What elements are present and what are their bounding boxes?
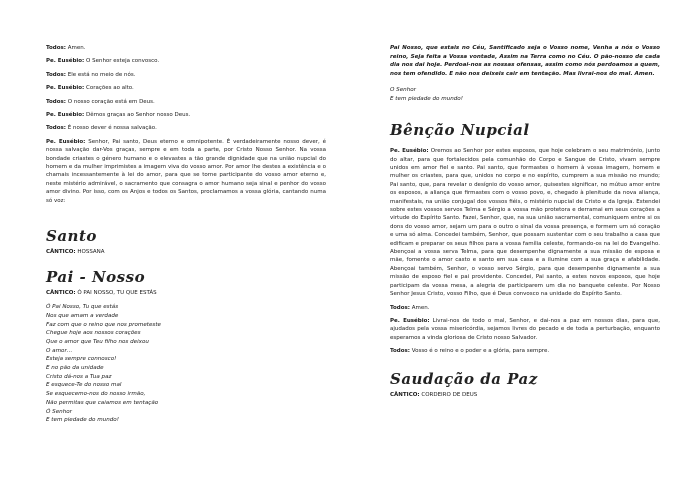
- verse-line: Faz com que o reino que nos prometeste: [46, 321, 161, 328]
- verse-line: Não permitas que caiamos em tentação: [46, 399, 159, 406]
- verse-line: O amor…: [46, 347, 73, 354]
- cantico-santo: CÂNTICO: HOSSANA: [46, 249, 105, 256]
- dialogue-line: Todos: O nosso coração está em Deus.: [46, 98, 155, 105]
- dialogue-block: [46, 44, 326, 205]
- paz-section: [390, 370, 660, 399]
- verse-line: Cristo dá-nos a Tua paz: [46, 373, 112, 380]
- dialogue-line: Pe. Eusébio: O Senhor esteja convosco.: [46, 58, 160, 65]
- preface-paragraph: Pe. Eusébio: Senhor, Pai santo, Deus eterno e omnipotente. É verdadeiramente nosso dever, é nossa salvação dar-Vos graças, sempre e em toda a parte, por Cristo Nosso Senhor. Na vossa bondade criastes o género humano e o elevastes a tão grande dignidade que na união nupcial do homem e da mulher imprimistes a imagem viva do vosso amor. Por amor Ihe destes a existência e o chamais incessantemente à lei do amor, para que se torne participante do vosso amor eterno e, neste mistério admirável, o sacramento que consagra o amor humano seja sinal e penhor do vosso amor divino. Por isso, com os Anjos e todos os Santos, proclamamos a vossa glória, cantando numa só voz:: [46, 138, 326, 204]
- dialogue-line: Todos: Amen.: [390, 304, 430, 311]
- verse-line: Esteja sempre connosco!: [46, 356, 117, 363]
- section-title-santo: Santo: [46, 227, 97, 246]
- cantico-painosso: CÂNTICO: Ó PAI NOSSO, TU QUE ESTÁS: [46, 290, 157, 297]
- verse-line: Ó Pai Nosso, Tu que estás: [46, 304, 119, 311]
- verse-line: E esquece-Te do nosso mal: [46, 382, 122, 389]
- closing-lines: [390, 86, 660, 103]
- section-title-bencao: Bênção Nupcial: [390, 121, 530, 140]
- verse-line: Nos que amam a verdade: [46, 312, 119, 319]
- closing-line: E tem piedade do mundo!: [390, 95, 463, 102]
- dialogue-line: Todos: Ele está no meio de nós.: [46, 71, 136, 78]
- painosso-section: [46, 268, 326, 425]
- dialogue-line: Pe. Eusébio: Dêmos graças ao Senhor nosso Deus.: [46, 112, 191, 119]
- cantico-paz: CÂNTICO: CORDEIRO DE DEUS: [390, 391, 478, 398]
- dialogue-line: Todos: Amen.: [46, 45, 86, 51]
- bencao-section: [390, 121, 660, 355]
- bencao-paragraph: Pe. Eusébio: Oremos ao Senhor por estes esposos, que hoje celebram o seu matrimónio, junto do altar, para que fortalecidos pela comunhão do Corpo e Sangue de Cristo, vivam sempre unidos em amor fiel e santo. Pai santo, que formastes o homem à vossa imagem, homem e mulher os criastes, para que, unidos no corpo e no espírito, cumprem a sua missão no mundo; Pai santo, que, para revelar o desígnio do vosso amor, quisestes significar, no mútuo amor entre os esposos, a aliança que firmastes com o vosso povo, e, chegado à plenitude da nova aliança, manifestais, na união conjugal dos vossos fiéis, o mistério nupcial de Cristo e da Igreja. Estendei sobre estes vossos servos Telma e Sérgio a vossa mão protetora e derramai em seus corações a virtude do Espírito Santo. Fazei, Senhor, que, na sua união sacramental, comuniquem entre si os dons do vosso amor, sejam um para o outro o sinal da vossa presença, e formem um só coração e uma só alma. Concedei também, Senhor, que possam sustentar com o seu trabalho a casa que edificam e preparar os seus filhos para a vossa família celeste, formando-os na lei do Evangelho. Abençoai a vossa serva Telma, para que desempenhe dignamente a sua missão de esposa e mãe, fomente o amor casto e santo em sua casa e a ilumine com a sua graça e afabilidade. Abençoai também, Senhor, o vosso servo Sérgio, para que desempenhe dignamente a sua missão de esposo fiel e pai providente. Concedei, Pai santo, a estes novos esposos, que hoje participam da vossa mesa, a alegria de participarem um dia no banquete celeste. Por Nosso Senhor Jesus Cristo, vosso Filho, que é Deus convosco na unidade do Espírito Santo.: [390, 148, 661, 298]
- verse-line: Ó Senhor: [46, 408, 72, 415]
- right-page: [350, 0, 700, 498]
- section-title-paz: Saudação da Paz: [390, 369, 538, 388]
- santo-section: [46, 227, 326, 256]
- verse-line: E tem piedade do mundo!: [46, 417, 119, 424]
- dialogue-line: Todos: Vosso é o reino e o poder e a glória, para sempre.: [390, 348, 550, 355]
- song-verses: [46, 303, 326, 425]
- pai-nosso-prayer: Pai Nosso, que estais no Céu, Santificado seja o Vosso nome, Venha a nós o Vosso reino, Seja feita a Vossa vontade, Assim na Terra como no Céu. O pão-nosso de cada dia nos dai hoje. Perdoai-nos as nossas ofensas, assim como nós perdoamos a quem, nos tem ofendido. E não nos deixeis cair em tentação. Mas livrai-nos do mal. Amen.: [390, 45, 660, 77]
- verse-line: E no pão da unidade: [46, 365, 104, 372]
- closing-line: O Senhor: [390, 87, 416, 94]
- verse-line: Chegue hoje aos nossos corações: [46, 330, 141, 337]
- verse-line: Se esquecemo-nos do nosso irmão,: [46, 391, 146, 398]
- dialogue-line: Pe. Eusébio: Livrai-nos de todo o mal, Senhor, e dai-nos a paz em nossos dias, para que, ajudados pela vossa misericórdia, sejamos livres do pecado e de toda a perturbação, enquanto esperamos a vinda gloriosa de Cristo nosso Salvador.: [390, 317, 661, 341]
- dialogue-line: Pe. Eusébio: Corações ao alto.: [46, 85, 134, 92]
- verse-line: Que o amor que Teu filho nos deixou: [46, 338, 149, 345]
- section-title-painosso: Pai - Nosso: [46, 268, 146, 287]
- dialogue-line: Todos: É nosso dever é nossa salvação.: [46, 125, 157, 132]
